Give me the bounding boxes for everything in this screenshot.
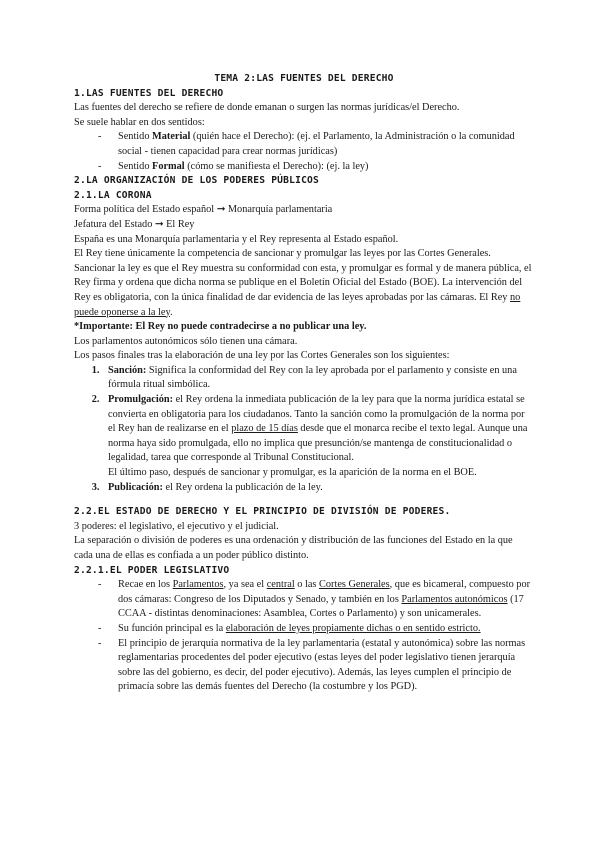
paragraph: 3 poderes: el legislativo, el ejecutivo y el judicial. [74,520,279,532]
steps-list [74,364,534,495]
list-item: - Su función principal es la elaboración de leyes propiamente dichas o en sentido estricto. [98,622,534,637]
section-2-heading: 2.LA ORGANIZACIÓN DE LOS PODERES PÚBLICOS [74,175,320,187]
list-item: - Recae en los Parlamentos, ya sea el central o las Cortes Generales, que es bicameral, compuesto por dos cámaras: Congreso de los Diputados y Senado, y también en los Parlamentos autonómicos (17 CCAA - distintas denominaciones: Asamblea, Cortes o Parlamento) y son unicamerales. [98,578,534,622]
paragraph: Los pasos finales tras la elaboración de una ley por las Cortes Generales son los siguientes: [74,350,450,362]
section-2-1-heading: 2.1.LA CORONA [74,189,152,201]
paragraph: Se suele hablar en dos sentidos: [74,116,205,128]
paragraph: España es una Monarquía parlamentaria y el Rey representa al Estado español. [74,233,399,245]
legislative-list [74,578,534,695]
list-item: - El principio de jerarquía normativa de la ley parlamentaria (estatal y autonómica) sobre las normas reglamentarias procedentes del poder ejecutivo (estas leyes del poder legislativo tienen jerarquía sobre las del gobierno, es decir, del poder ejecutivo). Además, las leyes cumplen el principio de primacía sobre las demás fuentes del Derecho (la costumbre y los PGD). [98,637,534,695]
document-page [74,72,534,695]
paragraph: Sancionar la ley es que el Rey muestra su conformidad con esta, y promulgar es formal y de manera pública, el Rey firma y ordena que dicha norma se publique en el Boletín Oficial del Estado (BOE). La intervención del Rey es obligatoria, con la única finalidad de dar evidencia de las leyes aprobadas por las cámaras. El Rey no puede oponerse a la ley. [74,262,532,318]
paragraph: Jefatura del Estado ➞ El Rey [74,218,195,230]
document-title: TEMA 2:LAS FUENTES DEL DERECHO [214,73,394,84]
section-2-2-heading: 2.2.EL ESTADO DE DERECHO Y EL PRINCIPIO DE DIVISIÓN DE PODERES. [74,506,451,518]
list-item: 2. Promulgación: el Rey ordena la inmediata publicación de la ley para que la norma jurídica estatal se convierta en obligatoria para los ciudadanos. Tanto la sanción como la promulgación de la norma por el Rey han de realizarse en el plazo de 15 días desde que el monarca recibe el texto legal. Aunque una norma haya sido promulgada, ello no implica que presunción/se mantenga de constitucionalidad o legalidad, tarea que corresponde al Tribunal Constitucional. El último paso, después de sancionar y promulgar, es la aparición de la norma en el BOE. [102,393,534,481]
paragraph: Las fuentes del derecho se refiere de donde emanan o surgen las normas jurídicas/el Derecho. [74,102,460,114]
section-1-heading: 1.LAS FUENTES DEL DERECHO [74,87,224,99]
paragraph: Forma política del Estado español ➞ Monarquía parlamentaria [74,204,333,216]
important-note: *Importante: El Rey no puede contradecirse a no publicar una ley. [74,321,367,333]
list-item: 1. Sanción: Significa la conformidad del Rey con la ley aprobada por el parlamento y consiste en una fórmula ritual simbólica. [102,364,534,393]
paragraph: La separación o división de poderes es una ordenación y distribución de las funciones del Estado en la que cada una de ellas es confiada a un poder público distinto. [74,535,513,561]
paragraph: Los parlamentos autonómicos sólo tienen una cámara. [74,335,298,347]
list-item: - Sentido Formal (cómo se manifiesta el Derecho): (ej. la ley) [98,160,534,175]
section-2-2-1-heading: 2.2.1.EL PODER LEGISLATIVO [74,564,230,576]
paragraph: El Rey tiene únicamente la competencia de sancionar y promulgar las leyes por las Cortes Generales. [74,248,491,260]
list-item: - Sentido Material (quién hace el Derecho): (ej. el Parlamento, la Administración o la comunidad social - tienen capacidad para crear normas jurídicas) [98,130,534,159]
list-item: 3. Publicación: el Rey ordena la publicación de la ley. [102,481,534,496]
sources-list [74,130,534,174]
